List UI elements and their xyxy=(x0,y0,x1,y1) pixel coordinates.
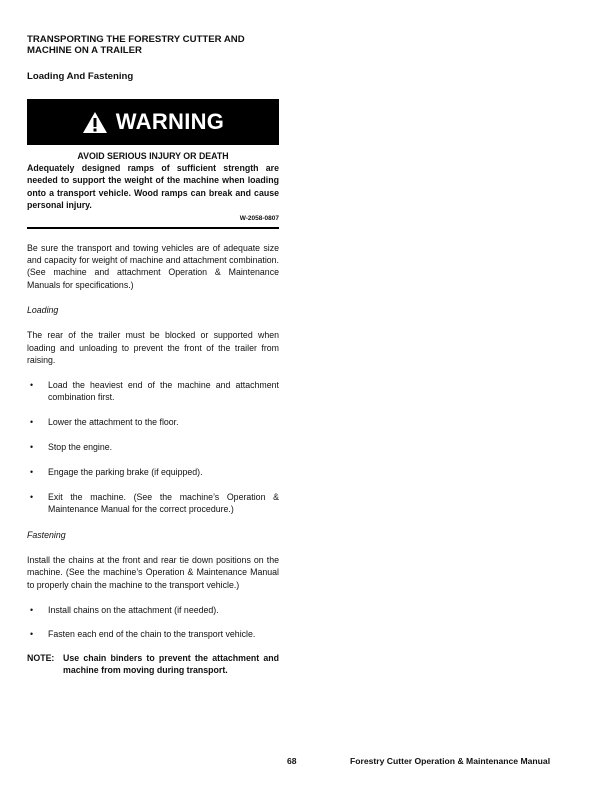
section-title: TRANSPORTING THE FORESTRY CUTTER AND MACHINE ON A TRAILER xyxy=(27,34,245,56)
list-item: • Fasten each end of the chain to the transport vehicle. xyxy=(27,628,279,640)
manual-title: Forestry Cutter Operation & Maintenance Manual xyxy=(350,756,551,766)
warning-text: Adequately designed ramps of sufficient strength are needed to support the weight of the machine when loading onto a transport vehicle. Wood ramps can break and cause personal injury. xyxy=(27,163,279,211)
fastening-paragraph: Install the chains at the front and rear tie down positions on the machine. (See the machine’s Operation & Maintenance Manual to properly chain the machine to the transport vehicle.) xyxy=(27,554,279,590)
bullet-icon: • xyxy=(30,442,34,453)
note xyxy=(27,652,279,677)
bullet-icon: • xyxy=(30,629,34,640)
intro-paragraph: Be sure the transport and towing vehicles are of adequate size and capacity for weight of machine and attachment combination. (See machine and attachment Operation & Maintenance Manuals for specifications.) xyxy=(27,242,279,290)
loading-heading: Loading xyxy=(27,305,59,316)
note-text: Use chain binders to prevent the attachment and machine from moving during transport. xyxy=(63,652,279,676)
bullet-icon: • xyxy=(30,492,34,502)
list-item: • Stop the engine. xyxy=(27,441,279,453)
subsection-title: Loading And Fastening xyxy=(27,71,134,82)
list-item: • Lower the attachment to the floor. xyxy=(27,416,279,428)
bullet-icon: • xyxy=(30,417,34,428)
list-item: • Engage the parking brake (if equipped). xyxy=(27,466,279,478)
warning-banner xyxy=(27,99,279,145)
list-item: • Load the heaviest end of the machine and attachment combination first. xyxy=(27,379,279,404)
warning-code: W-2058-0807 xyxy=(239,214,279,222)
page-number: 68 xyxy=(287,756,297,766)
bullet-icon: • xyxy=(30,379,34,390)
bullet-icon: • xyxy=(30,467,34,478)
note-label: NOTE: xyxy=(27,652,55,663)
fastening-heading: Fastening xyxy=(27,529,66,540)
warning-triangle-icon xyxy=(82,111,108,134)
main-column xyxy=(27,35,279,677)
bullet-icon: • xyxy=(30,604,34,615)
warning-label: WARNING xyxy=(115,109,225,134)
list-item: • Install chains on the attachment (if needed). xyxy=(27,604,279,616)
loading-paragraph: The rear of the trailer must be blocked or supported when loading and unloading to prevent the front of the trailer from raising. xyxy=(27,330,279,366)
warning-divider xyxy=(27,227,279,229)
warning-heading: AVOID SERIOUS INJURY OR DEATH xyxy=(77,151,229,161)
list-item: • Exit the machine. (See the machine’s Operation & Maintenance Manual for the correct procedure.) xyxy=(27,491,279,516)
